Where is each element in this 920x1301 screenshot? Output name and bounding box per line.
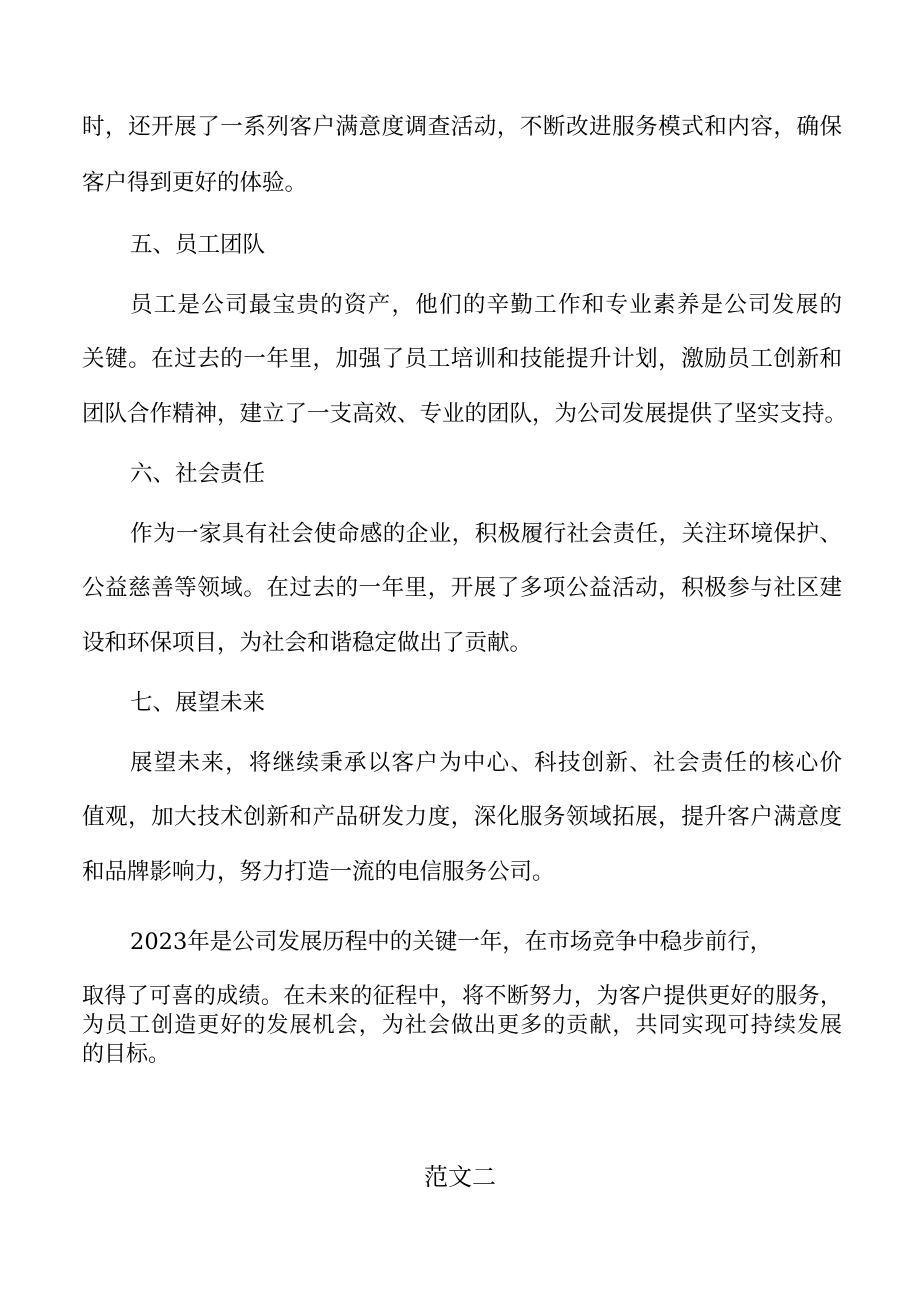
paragraph-line: 客户得到更好的体验。 (82, 170, 308, 196)
paragraph-line: 公益慈善等领域。在过去的一年里，开展了多项公益活动，积极参与社区建 (82, 575, 842, 601)
conclusion-line: 取得了可喜的成绩。在未来的征程中，将不断努力，为客户提供更好的服务， (82, 984, 842, 1009)
paragraph-line: 时，还开展了一系列客户满意度调查活动，不断改进服务模式和内容，确保 (82, 114, 842, 140)
section-heading-staff: 五、员工团队 (130, 232, 266, 258)
next-article-title: 范文二 (424, 1163, 496, 1191)
conclusion-line: 为员工创造更好的发展机会，为社会做出更多的贡献，共同实现可持续发展 (82, 1013, 842, 1038)
paragraph-line: 和品牌影响力，努力打造一流的电信服务公司。 (82, 859, 555, 885)
paragraph-line: 作为一家具有社会使命感的企业，积极履行社会责任，关注环境保护、 (130, 521, 842, 547)
paragraph-line: 员工是公司最宝贵的资产，他们的辛勤工作和专业素养是公司发展的 (130, 292, 842, 318)
section-heading-outlook: 七、展望未来 (130, 690, 266, 716)
paragraph-line: 关键。在过去的一年里，加强了员工培训和技能提升计划，激励员工创新和 (82, 346, 842, 372)
paragraph-line: 值观，加大技术创新和产品研发力度，深化服务领域拓展，提升客户满意度 (82, 804, 842, 830)
paragraph-line: 设和环保项目，为社会和谐稳定做出了贡献。 (82, 630, 533, 656)
paragraph-line: 展望未来，将继续秉承以客户为中心、科技创新、社会责任的核心价 (130, 750, 842, 776)
paragraph-line: 团队合作精神，建立了一支高效、专业的团队，为公司发展提供了坚实支持。 (82, 401, 848, 427)
section-heading-social-responsibility: 六、社会责任 (130, 461, 266, 487)
conclusion-line: 2023年是公司发展历程中的关键一年，在市场竞争中稳步前行， (130, 929, 773, 955)
conclusion-line: 的目标。 (82, 1042, 171, 1067)
